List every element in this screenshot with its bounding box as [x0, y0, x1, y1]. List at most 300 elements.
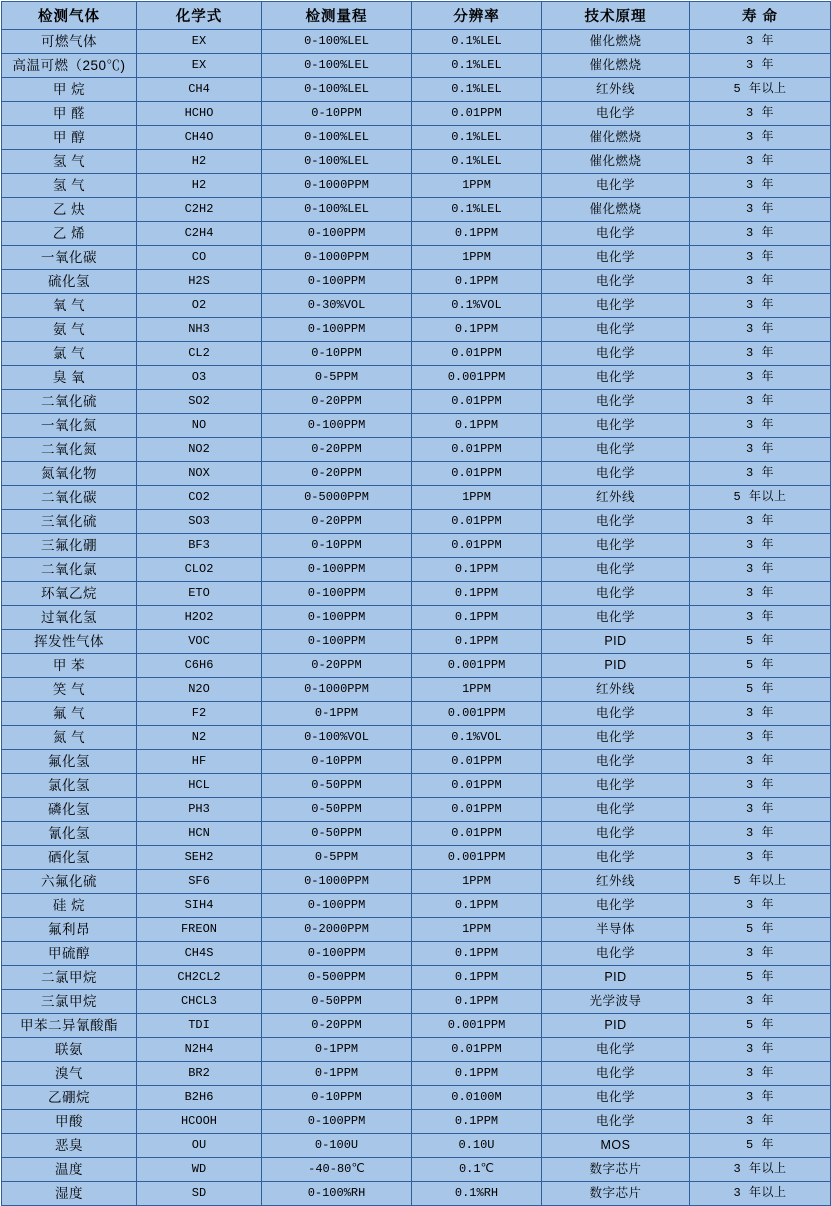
cell-range: 0-100PPM — [262, 558, 412, 582]
cell-range: 0-100PPM — [262, 270, 412, 294]
cell-formula: F2 — [137, 702, 262, 726]
cell-gas: 二氧化氯 — [2, 558, 137, 582]
cell-gas: 乙硼烷 — [2, 1086, 137, 1110]
cell-range: 0-100PPM — [262, 894, 412, 918]
cell-formula: H2 — [137, 150, 262, 174]
table-row — [2, 558, 831, 582]
table-row — [2, 822, 831, 846]
cell-life: 3 年 — [690, 246, 831, 270]
cell-principle: 电化学 — [542, 606, 690, 630]
cell-life: 3 年 — [690, 198, 831, 222]
cell-gas: 三氟化硼 — [2, 534, 137, 558]
cell-principle: 电化学 — [542, 894, 690, 918]
cell-principle: 电化学 — [542, 702, 690, 726]
cell-gas: 甲 醛 — [2, 102, 137, 126]
cell-range: 0-100%VOL — [262, 726, 412, 750]
cell-gas: 温度 — [2, 1158, 137, 1182]
cell-principle: 催化燃烧 — [542, 126, 690, 150]
cell-range: 0-10PPM — [262, 1086, 412, 1110]
table-row — [2, 462, 831, 486]
table-row — [2, 126, 831, 150]
cell-range: 0-1000PPM — [262, 678, 412, 702]
cell-range: 0-50PPM — [262, 990, 412, 1014]
cell-life: 3 年 — [690, 846, 831, 870]
cell-gas: 二氧化氮 — [2, 438, 137, 462]
cell-formula: OU — [137, 1134, 262, 1158]
cell-gas: 六氟化硫 — [2, 870, 137, 894]
cell-principle: 电化学 — [542, 270, 690, 294]
cell-range: 0-50PPM — [262, 822, 412, 846]
cell-formula: WD — [137, 1158, 262, 1182]
cell-principle: 电化学 — [542, 1086, 690, 1110]
cell-formula: ETO — [137, 582, 262, 606]
cell-gas: 甲苯二异氰酸酯 — [2, 1014, 137, 1038]
cell-life: 3 年 — [690, 366, 831, 390]
cell-range: 0-20PPM — [262, 1014, 412, 1038]
cell-principle: 光学波导 — [542, 990, 690, 1014]
cell-principle: 电化学 — [542, 942, 690, 966]
cell-principle: 电化学 — [542, 582, 690, 606]
cell-principle: 电化学 — [542, 798, 690, 822]
cell-resolution: 0.1%LEL — [412, 126, 542, 150]
cell-principle: 红外线 — [542, 486, 690, 510]
cell-formula: H2S — [137, 270, 262, 294]
cell-life: 3 年 — [690, 510, 831, 534]
cell-range: 0-1PPM — [262, 702, 412, 726]
cell-resolution: 0.1PPM — [412, 630, 542, 654]
table-body — [2, 30, 831, 1206]
cell-gas: 氮 气 — [2, 726, 137, 750]
cell-formula: HCN — [137, 822, 262, 846]
cell-gas: 氯化氢 — [2, 774, 137, 798]
table-row — [2, 294, 831, 318]
cell-gas: 氢 气 — [2, 174, 137, 198]
cell-life: 3 年 — [690, 342, 831, 366]
cell-resolution: 1PPM — [412, 486, 542, 510]
cell-range: 0-100PPM — [262, 414, 412, 438]
cell-range: 0-1PPM — [262, 1062, 412, 1086]
cell-resolution: 0.1%VOL — [412, 294, 542, 318]
table-row — [2, 774, 831, 798]
cell-resolution: 0.01PPM — [412, 342, 542, 366]
cell-resolution: 0.1%LEL — [412, 150, 542, 174]
cell-gas: 氟利昂 — [2, 918, 137, 942]
cell-principle: 催化燃烧 — [542, 54, 690, 78]
cell-principle: 电化学 — [542, 1062, 690, 1086]
cell-range: 0-100%LEL — [262, 126, 412, 150]
cell-gas: 一氧化碳 — [2, 246, 137, 270]
table-row — [2, 918, 831, 942]
cell-formula: C2H4 — [137, 222, 262, 246]
table-row — [2, 630, 831, 654]
cell-resolution: 0.0100M — [412, 1086, 542, 1110]
cell-formula: H2 — [137, 174, 262, 198]
cell-resolution: 0.1PPM — [412, 606, 542, 630]
table-row — [2, 1038, 831, 1062]
cell-principle: 电化学 — [542, 750, 690, 774]
cell-range: 0-10PPM — [262, 750, 412, 774]
cell-resolution: 0.01PPM — [412, 822, 542, 846]
cell-principle: 数字芯片 — [542, 1182, 690, 1206]
cell-range: 0-100PPM — [262, 606, 412, 630]
cell-gas: 甲 烷 — [2, 78, 137, 102]
cell-resolution: 0.001PPM — [412, 702, 542, 726]
gas-sensor-spec-sheet — [0, 1, 831, 1206]
cell-range: 0-5PPM — [262, 366, 412, 390]
cell-principle: PID — [542, 1014, 690, 1038]
cell-gas: 恶臭 — [2, 1134, 137, 1158]
cell-resolution: 0.1PPM — [412, 990, 542, 1014]
cell-gas: 甲硫醇 — [2, 942, 137, 966]
cell-life: 5 年 — [690, 630, 831, 654]
cell-formula: CH4 — [137, 78, 262, 102]
cell-formula: FREON — [137, 918, 262, 942]
cell-resolution: 0.1%VOL — [412, 726, 542, 750]
cell-formula: H2O2 — [137, 606, 262, 630]
cell-life: 3 年 — [690, 294, 831, 318]
cell-formula: N2H4 — [137, 1038, 262, 1062]
cell-gas: 二氧化硫 — [2, 390, 137, 414]
cell-life: 3 年 — [690, 126, 831, 150]
cell-resolution: 0.1PPM — [412, 318, 542, 342]
cell-formula: HF — [137, 750, 262, 774]
cell-range: 0-1000PPM — [262, 174, 412, 198]
table-row — [2, 1110, 831, 1134]
cell-principle: 电化学 — [542, 534, 690, 558]
column-header-formula: 化学式 — [137, 2, 262, 30]
cell-principle: 电化学 — [542, 246, 690, 270]
cell-principle: 电化学 — [542, 558, 690, 582]
cell-formula: VOC — [137, 630, 262, 654]
table-row — [2, 78, 831, 102]
cell-formula: CH4S — [137, 942, 262, 966]
cell-resolution: 0.1%LEL — [412, 78, 542, 102]
cell-formula: BR2 — [137, 1062, 262, 1086]
cell-resolution: 0.1PPM — [412, 966, 542, 990]
cell-formula: EX — [137, 30, 262, 54]
cell-resolution: 1PPM — [412, 870, 542, 894]
table-row — [2, 966, 831, 990]
cell-life: 3 年 — [690, 174, 831, 198]
cell-formula: CO — [137, 246, 262, 270]
cell-life: 3 年 — [690, 30, 831, 54]
cell-formula: SO3 — [137, 510, 262, 534]
cell-range: 0-30%VOL — [262, 294, 412, 318]
cell-formula: C2H2 — [137, 198, 262, 222]
cell-principle: 红外线 — [542, 678, 690, 702]
cell-gas: 氯 气 — [2, 342, 137, 366]
cell-life: 3 年以上 — [690, 1158, 831, 1182]
cell-range: 0-10PPM — [262, 102, 412, 126]
cell-principle: 电化学 — [542, 222, 690, 246]
cell-formula: SF6 — [137, 870, 262, 894]
cell-resolution: 1PPM — [412, 918, 542, 942]
cell-principle: 电化学 — [542, 510, 690, 534]
table-row — [2, 750, 831, 774]
cell-formula: SEH2 — [137, 846, 262, 870]
cell-gas: 臭 氧 — [2, 366, 137, 390]
cell-resolution: 0.1PPM — [412, 582, 542, 606]
cell-gas: 氧 气 — [2, 294, 137, 318]
cell-principle: 电化学 — [542, 726, 690, 750]
cell-principle: 电化学 — [542, 174, 690, 198]
cell-life: 5 年 — [690, 678, 831, 702]
table-row — [2, 318, 831, 342]
cell-gas: 氨 气 — [2, 318, 137, 342]
cell-range: 0-100%LEL — [262, 78, 412, 102]
cell-resolution: 0.1PPM — [412, 414, 542, 438]
cell-formula: CH4O — [137, 126, 262, 150]
cell-life: 5 年 — [690, 918, 831, 942]
cell-principle: 电化学 — [542, 294, 690, 318]
cell-gas: 溴气 — [2, 1062, 137, 1086]
cell-resolution: 0.1PPM — [412, 942, 542, 966]
cell-range: 0-1PPM — [262, 1038, 412, 1062]
table-row — [2, 414, 831, 438]
cell-resolution: 0.1%LEL — [412, 30, 542, 54]
cell-principle: MOS — [542, 1134, 690, 1158]
cell-principle: 催化燃烧 — [542, 150, 690, 174]
cell-range: 0-2000PPM — [262, 918, 412, 942]
cell-resolution: 0.01PPM — [412, 774, 542, 798]
cell-resolution: 0.10U — [412, 1134, 542, 1158]
cell-range: 0-100PPM — [262, 318, 412, 342]
cell-life: 3 年 — [690, 1062, 831, 1086]
cell-range: 0-10PPM — [262, 342, 412, 366]
cell-range: 0-5PPM — [262, 846, 412, 870]
cell-formula: NO — [137, 414, 262, 438]
cell-range: 0-100PPM — [262, 582, 412, 606]
cell-resolution: 1PPM — [412, 246, 542, 270]
cell-resolution: 0.01PPM — [412, 750, 542, 774]
cell-life: 3 年 — [690, 222, 831, 246]
table-row — [2, 1014, 831, 1038]
cell-range: 0-100%RH — [262, 1182, 412, 1206]
cell-life: 3 年 — [690, 822, 831, 846]
cell-formula: SO2 — [137, 390, 262, 414]
cell-life: 3 年 — [690, 702, 831, 726]
cell-range: 0-100%LEL — [262, 150, 412, 174]
cell-life: 3 年 — [690, 390, 831, 414]
cell-resolution: 1PPM — [412, 678, 542, 702]
table-row — [2, 30, 831, 54]
cell-range: 0-20PPM — [262, 654, 412, 678]
cell-range: 0-100%LEL — [262, 198, 412, 222]
cell-life: 5 年以上 — [690, 78, 831, 102]
table-row — [2, 1062, 831, 1086]
cell-life: 3 年 — [690, 606, 831, 630]
cell-gas: 磷化氢 — [2, 798, 137, 822]
cell-life: 3 年 — [690, 942, 831, 966]
cell-principle: 电化学 — [542, 846, 690, 870]
cell-life: 3 年 — [690, 582, 831, 606]
cell-range: -40-80℃ — [262, 1158, 412, 1182]
table-row — [2, 942, 831, 966]
cell-resolution: 0.1℃ — [412, 1158, 542, 1182]
cell-life: 3 年 — [690, 894, 831, 918]
table-row — [2, 990, 831, 1014]
cell-resolution: 0.001PPM — [412, 654, 542, 678]
cell-life: 3 年 — [690, 1038, 831, 1062]
table-row — [2, 510, 831, 534]
cell-life: 3 年 — [690, 150, 831, 174]
table-row — [2, 102, 831, 126]
cell-life: 3 年 — [690, 318, 831, 342]
cell-life: 3 年 — [690, 270, 831, 294]
cell-life: 5 年 — [690, 654, 831, 678]
cell-principle: 电化学 — [542, 366, 690, 390]
table-row — [2, 1134, 831, 1158]
cell-life: 3 年 — [690, 534, 831, 558]
column-header-range: 检测量程 — [262, 2, 412, 30]
cell-gas: 硫化氢 — [2, 270, 137, 294]
cell-formula: N2 — [137, 726, 262, 750]
cell-formula: CHCL3 — [137, 990, 262, 1014]
table-row — [2, 870, 831, 894]
cell-formula: HCHO — [137, 102, 262, 126]
table-header — [2, 2, 831, 30]
cell-life: 3 年 — [690, 1110, 831, 1134]
cell-resolution: 0.1PPM — [412, 894, 542, 918]
cell-formula: CO2 — [137, 486, 262, 510]
table-row — [2, 222, 831, 246]
table-row — [2, 798, 831, 822]
cell-resolution: 0.1%RH — [412, 1182, 542, 1206]
cell-formula: CLO2 — [137, 558, 262, 582]
cell-gas: 二氯甲烷 — [2, 966, 137, 990]
table-row — [2, 342, 831, 366]
cell-principle: PID — [542, 630, 690, 654]
cell-formula: O3 — [137, 366, 262, 390]
cell-range: 0-50PPM — [262, 774, 412, 798]
cell-gas: 笑 气 — [2, 678, 137, 702]
cell-principle: 电化学 — [542, 822, 690, 846]
cell-range: 0-100%LEL — [262, 54, 412, 78]
cell-life: 5 年 — [690, 1134, 831, 1158]
cell-principle: 电化学 — [542, 414, 690, 438]
cell-gas: 乙 烯 — [2, 222, 137, 246]
cell-life: 3 年 — [690, 54, 831, 78]
cell-range: 0-10PPM — [262, 534, 412, 558]
cell-life: 3 年 — [690, 798, 831, 822]
cell-resolution: 0.001PPM — [412, 846, 542, 870]
cell-resolution: 0.1PPM — [412, 222, 542, 246]
cell-gas: 高温可燃（250℃) — [2, 54, 137, 78]
cell-gas: 硒化氢 — [2, 846, 137, 870]
cell-resolution: 0.01PPM — [412, 510, 542, 534]
cell-resolution: 0.1PPM — [412, 270, 542, 294]
cell-life: 5 年 — [690, 966, 831, 990]
cell-range: 0-20PPM — [262, 438, 412, 462]
cell-resolution: 0.1%LEL — [412, 198, 542, 222]
cell-gas: 湿度 — [2, 1182, 137, 1206]
table-row — [2, 486, 831, 510]
cell-resolution: 0.1PPM — [412, 1110, 542, 1134]
table-row — [2, 846, 831, 870]
cell-principle: 电化学 — [542, 318, 690, 342]
cell-principle: 催化燃烧 — [542, 198, 690, 222]
cell-formula: NOX — [137, 462, 262, 486]
cell-gas: 硅 烷 — [2, 894, 137, 918]
cell-life: 3 年 — [690, 750, 831, 774]
cell-formula: O2 — [137, 294, 262, 318]
cell-life: 3 年 — [690, 1086, 831, 1110]
cell-formula: NO2 — [137, 438, 262, 462]
cell-formula: HCOOH — [137, 1110, 262, 1134]
cell-gas: 联氨 — [2, 1038, 137, 1062]
table-row — [2, 1086, 831, 1110]
cell-resolution: 0.01PPM — [412, 1038, 542, 1062]
cell-principle: 红外线 — [542, 870, 690, 894]
cell-resolution: 0.001PPM — [412, 366, 542, 390]
cell-formula: EX — [137, 54, 262, 78]
cell-range: 0-1000PPM — [262, 870, 412, 894]
table-row — [2, 438, 831, 462]
cell-resolution: 0.1PPM — [412, 1062, 542, 1086]
cell-formula: NH3 — [137, 318, 262, 342]
cell-gas: 挥发性气体 — [2, 630, 137, 654]
cell-principle: 电化学 — [542, 342, 690, 366]
cell-life: 3 年以上 — [690, 1182, 831, 1206]
cell-gas: 三氧化硫 — [2, 510, 137, 534]
cell-life: 3 年 — [690, 558, 831, 582]
table-row — [2, 246, 831, 270]
column-header-gas: 检测气体 — [2, 2, 137, 30]
cell-gas: 一氧化氮 — [2, 414, 137, 438]
cell-principle: 电化学 — [542, 1110, 690, 1134]
cell-range: 0-20PPM — [262, 390, 412, 414]
table-row — [2, 198, 831, 222]
cell-resolution: 0.01PPM — [412, 798, 542, 822]
cell-formula: CH2CL2 — [137, 966, 262, 990]
cell-resolution: 0.001PPM — [412, 1014, 542, 1038]
cell-gas: 二氧化碳 — [2, 486, 137, 510]
cell-resolution: 0.01PPM — [412, 534, 542, 558]
cell-formula: B2H6 — [137, 1086, 262, 1110]
cell-range: 0-100PPM — [262, 1110, 412, 1134]
cell-principle: PID — [542, 966, 690, 990]
cell-gas: 甲 醇 — [2, 126, 137, 150]
table-row — [2, 1158, 831, 1182]
cell-life: 3 年 — [690, 102, 831, 126]
cell-resolution: 0.01PPM — [412, 438, 542, 462]
column-header-life: 寿 命 — [690, 2, 831, 30]
cell-life: 3 年 — [690, 774, 831, 798]
table-row — [2, 894, 831, 918]
cell-range: 0-100U — [262, 1134, 412, 1158]
cell-principle: 电化学 — [542, 390, 690, 414]
cell-gas: 可燃气体 — [2, 30, 137, 54]
cell-formula: HCL — [137, 774, 262, 798]
cell-range: 0-20PPM — [262, 462, 412, 486]
cell-gas: 甲酸 — [2, 1110, 137, 1134]
table-row — [2, 534, 831, 558]
cell-formula: SD — [137, 1182, 262, 1206]
table-header-row — [2, 2, 831, 30]
cell-range: 0-100PPM — [262, 630, 412, 654]
cell-formula: BF3 — [137, 534, 262, 558]
cell-principle: 电化学 — [542, 462, 690, 486]
cell-range: 0-100PPM — [262, 222, 412, 246]
table-row — [2, 390, 831, 414]
cell-range: 0-50PPM — [262, 798, 412, 822]
cell-formula: C6H6 — [137, 654, 262, 678]
cell-range: 0-100PPM — [262, 942, 412, 966]
table-row — [2, 606, 831, 630]
column-header-resolution: 分辨率 — [412, 2, 542, 30]
cell-principle: 催化燃烧 — [542, 30, 690, 54]
cell-range: 0-500PPM — [262, 966, 412, 990]
